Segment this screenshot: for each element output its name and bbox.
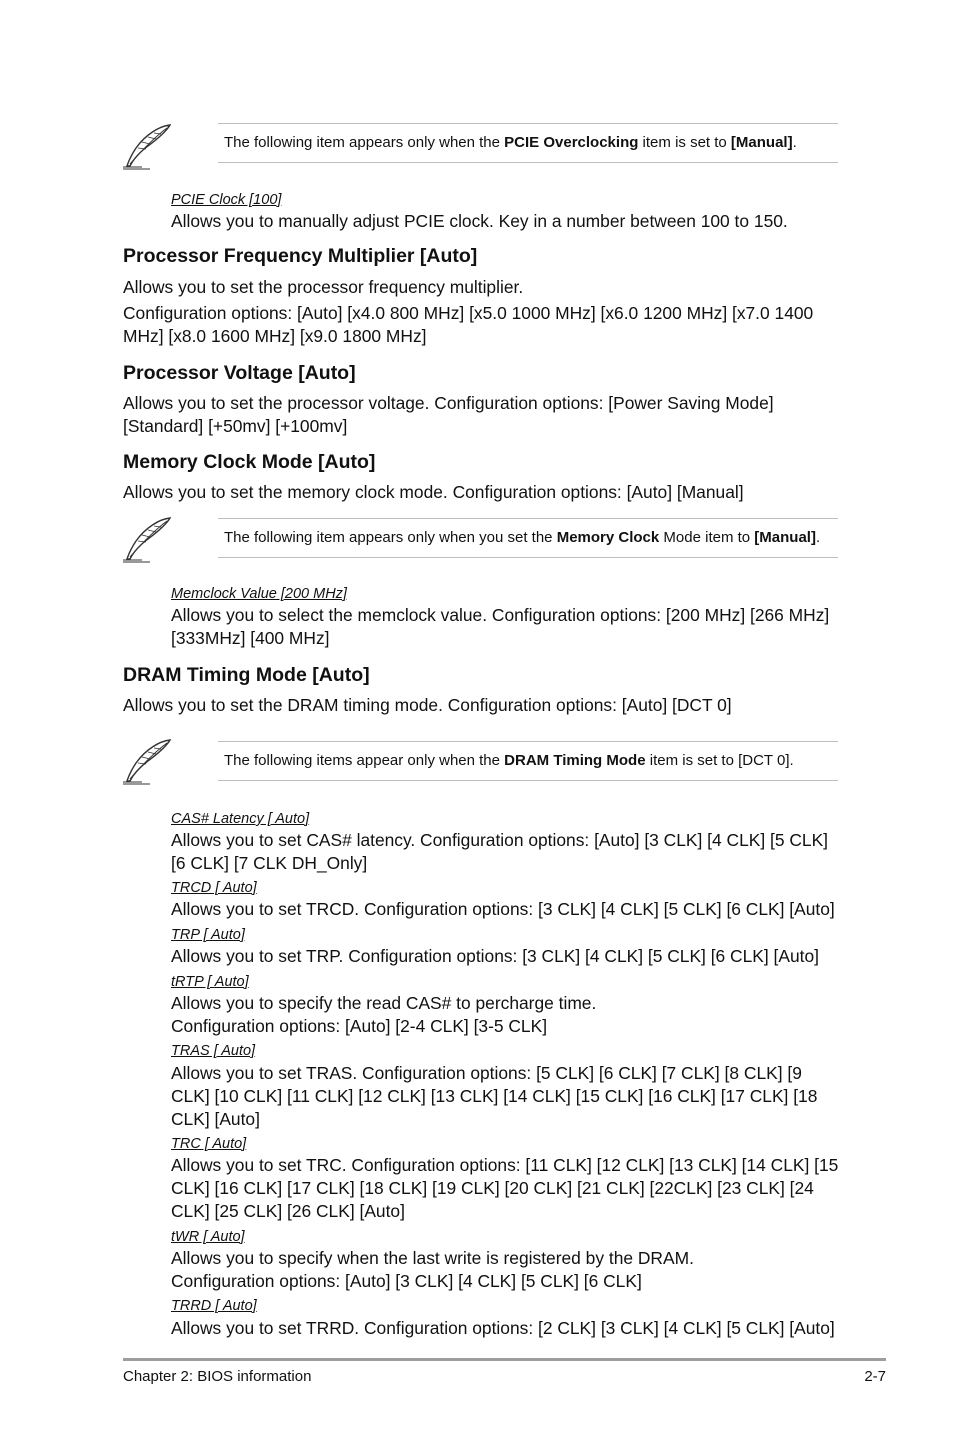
note-text: The following item appears only when the — [224, 134, 505, 151]
item-text-cas-latency: Allows you to set CAS# latency. Configuration options: [Auto] [3 CLK] [4 CLK] [5 CLK] [6 CLK] [7 CLK DH_Only] — [171, 830, 828, 873]
paragraph: Allows you to set the memory clock mode. Configuration options: [Auto] [Manual] — [123, 482, 744, 502]
paragraph: Allows you to set the processor frequency multiplier. — [123, 277, 524, 297]
footer-divider — [123, 1358, 886, 1361]
footer-page-number: 2-7 — [864, 1368, 886, 1385]
note-text: item is set to [DCT 0]. — [645, 752, 794, 769]
footer-chapter-title: Chapter 2: BIOS information — [123, 1368, 312, 1385]
item-title-trcd: TRCD [ Auto] — [171, 880, 257, 896]
item-title-pcie-clock: PCIE Clock [100] — [171, 192, 282, 208]
note-bold: DRAM Timing Mode — [504, 752, 646, 769]
item-title-memclock-value: Memclock Value [200 MHz] — [171, 586, 347, 602]
heading-memory-clock-mode: Memory Clock Mode [Auto] — [123, 451, 376, 473]
item-text-twr: Allows you to specify when the last write is registered by the DRAM. — [171, 1248, 694, 1268]
item-text-trp: Allows you to set TRP. Configuration options: [3 CLK] [4 CLK] [5 CLK] [6 CLK] [Auto] — [171, 946, 819, 966]
heading-processor-frequency-multiplier: Processor Frequency Multiplier [Auto] — [123, 245, 478, 267]
note-text: The following items appear only when the — [224, 752, 505, 769]
note-box — [218, 741, 838, 781]
item-title-trtp: tRTP [ Auto] — [171, 974, 249, 990]
paragraph: Allows you to set the processor voltage. Configuration options: [Power Saving Mode] [Standard] [+50mv] [+100mv] — [123, 393, 774, 436]
paragraph: Allows you to set the DRAM timing mode. Configuration options: [Auto] [DCT 0] — [123, 695, 732, 715]
item-title-trrd: TRRD [ Auto] — [171, 1298, 257, 1314]
item-title-cas-latency: CAS# Latency [ Auto] — [171, 811, 310, 827]
note-text: item is set to — [638, 134, 731, 151]
item-text-trtp: Allows you to specify the read CAS# to percharge time. — [171, 993, 597, 1013]
note-text: Mode item to — [659, 529, 755, 546]
item-text-pcie-clock: Allows you to manually adjust PCIE clock. Key in a number between 100 to 150. — [171, 211, 788, 231]
feather-pen-icon — [120, 515, 176, 563]
note-text: . — [792, 134, 797, 151]
item-text-trc: Allows you to set TRC. Configuration options: [11 CLK] [12 CLK] [13 CLK] [14 CLK] [15 CLK] [16 CLK] [17 CLK] [18 CLK] [19 CLK] [20 CLK] [21 CLK] [22CLK] [23 CLK] [24 CLK] [25 CLK] [26 CLK] [Auto] — [171, 1155, 839, 1221]
note-bold: Memory Clock — [556, 529, 660, 546]
item-title-trc: TRC [ Auto] — [171, 1136, 247, 1152]
item-title-twr: tWR [ Auto] — [171, 1229, 245, 1245]
note-bold: [Manual] — [730, 134, 793, 151]
paragraph: Configuration options: [Auto] [x4.0 800 MHz] [x5.0 1000 MHz] [x6.0 1200 MHz] [x7.0 1400 MHz] [x8.0 1600 MHz] [x9.0 1800 MHz] — [123, 303, 814, 346]
item-text-twr-options: Configuration options: [Auto] [3 CLK] [4 CLK] [5 CLK] [6 CLK] — [171, 1271, 642, 1291]
item-text-tras: Allows you to set TRAS. Configuration options: [5 CLK] [6 CLK] [7 CLK] [8 CLK] [9 CLK] [10 CLK] [11 CLK] [12 CLK] [13 CLK] [14 CLK] [15 CLK] [16 CLK] [17 CLK] [18 CLK] [Auto] — [171, 1063, 818, 1129]
note-box — [218, 123, 838, 163]
item-text-memclock-value: Allows you to select the memclock value. Configuration options: [200 MHz] [266 MHz] [333MHz] [400 MHz] — [171, 605, 830, 648]
note-bold: PCIE Overclocking — [504, 134, 639, 151]
feather-pen-icon — [120, 122, 176, 170]
item-title-trp: TRP [ Auto] — [171, 927, 245, 943]
item-text-trrd: Allows you to set TRRD. Configuration options: [2 CLK] [3 CLK] [4 CLK] [5 CLK] [Auto] — [171, 1318, 835, 1338]
item-text-trcd: Allows you to set TRCD. Configuration options: [3 CLK] [4 CLK] [5 CLK] [6 CLK] [Auto] — [171, 899, 835, 919]
note-bold: [Manual] — [754, 529, 816, 546]
feather-pen-icon — [120, 737, 176, 785]
item-title-tras: TRAS [ Auto] — [171, 1043, 256, 1059]
note-text: . — [815, 529, 821, 546]
note-box — [218, 518, 838, 558]
heading-processor-voltage: Processor Voltage [Auto] — [123, 362, 356, 384]
note-text: The following item appears only when you set the — [224, 529, 557, 546]
heading-dram-timing-mode: DRAM Timing Mode [Auto] — [123, 664, 370, 686]
item-text-trtp-options: Configuration options: [Auto] [2-4 CLK] [3-5 CLK] — [171, 1016, 548, 1036]
